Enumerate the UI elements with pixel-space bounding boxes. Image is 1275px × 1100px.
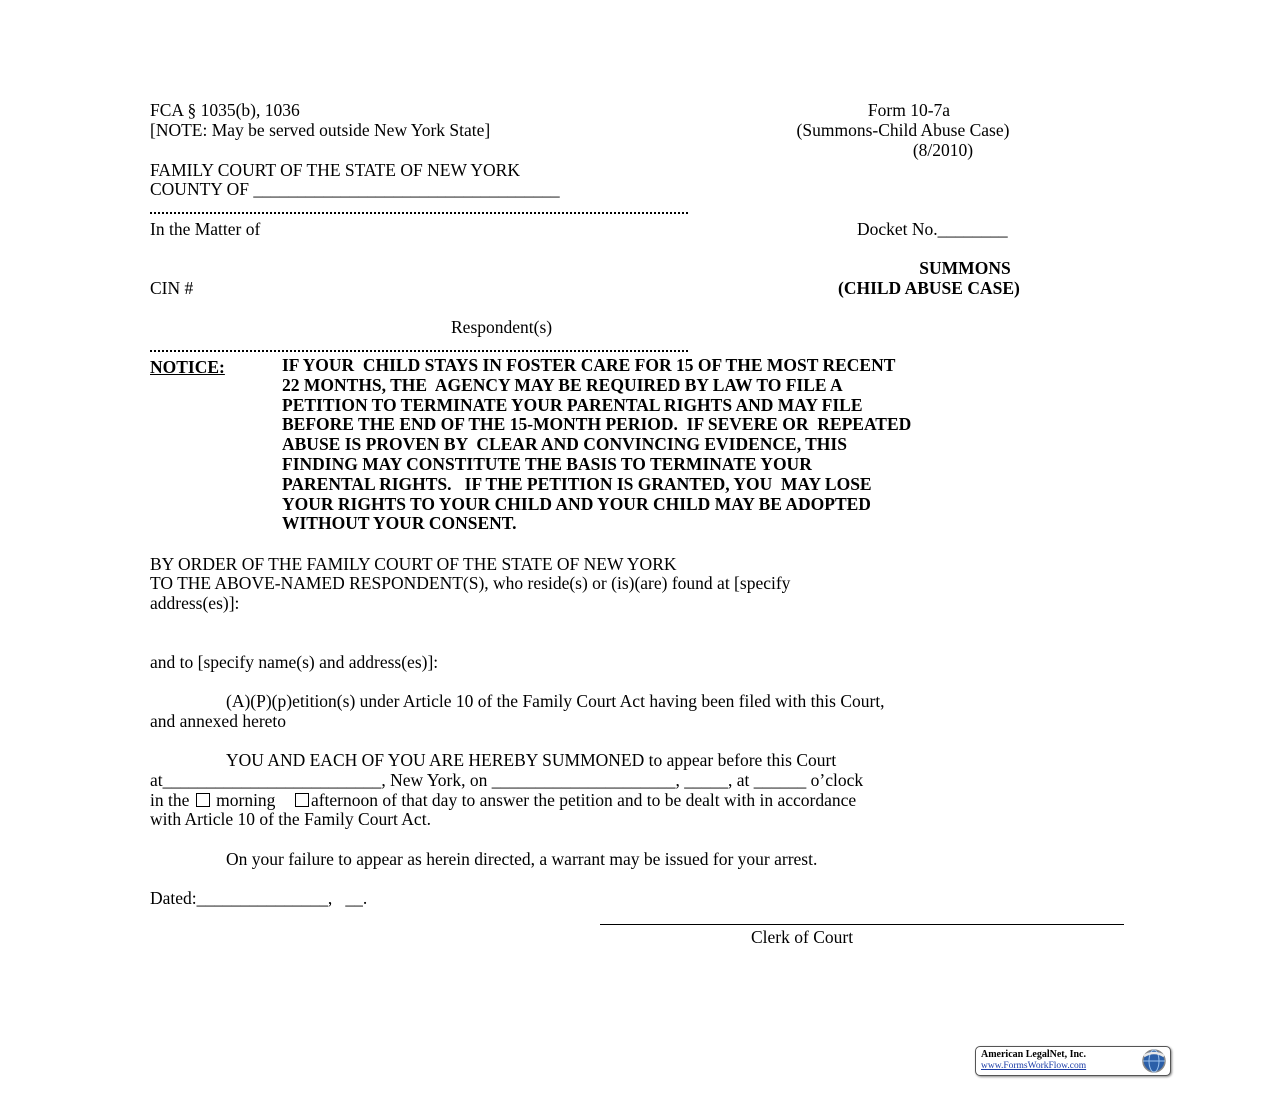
morning-checkbox[interactable] xyxy=(196,793,210,807)
order-line: TO THE ABOVE-NAMED RESPONDENT(S), who reside(s) or (is)(are) found at [specify xyxy=(150,573,791,593)
summons-line: with Article 10 of the Family Court Act. xyxy=(150,809,431,829)
summons-line: YOU AND EACH OF YOU ARE HEREBY SUMMONED to appear before this Court xyxy=(226,750,837,770)
time-of-day-line xyxy=(150,790,856,810)
docket-number-field[interactable]: Docket No.________ xyxy=(857,219,1008,239)
notice-line: PETITION TO TERMINATE YOUR PARENTAL RIGHTS AND MAY FILE xyxy=(282,394,863,415)
service-note: [NOTE: May be served outside New York State] xyxy=(150,120,491,140)
form-number: Form 10-7a xyxy=(867,100,951,120)
notice-line: 22 MONTHS, THE AGENCY MAY BE REQUIRED BY LAW TO FILE A xyxy=(282,374,843,395)
statute-reference: FCA § 1035(b), 1036 xyxy=(150,100,300,120)
caption-divider-bottom xyxy=(150,350,688,352)
matter-label: In the Matter of xyxy=(150,219,261,239)
publisher-badge[interactable] xyxy=(975,1046,1171,1076)
court-name: FAMILY COURT OF THE STATE OF NEW YORK xyxy=(150,160,520,180)
county-field[interactable]: COUNTY OF ___________________________________ xyxy=(150,179,560,199)
time-of-day-prefix: in the xyxy=(150,790,194,810)
and-to-line: and to [specify name(s) and address(es)]: xyxy=(150,652,439,672)
dated-field[interactable]: Dated:_______________, __. xyxy=(150,888,368,908)
notice-label: NOTICE: xyxy=(150,357,225,377)
clerk-label: Clerk of Court xyxy=(751,927,854,947)
caption-divider-top xyxy=(150,212,688,214)
notice-line: PARENTAL RIGHTS. IF THE PETITION IS GRANTED, YOU MAY LOSE xyxy=(282,473,872,494)
clerk-signature-line[interactable] xyxy=(600,924,1124,925)
form-description: (Summons-Child Abuse Case) xyxy=(796,120,1010,140)
cin-label: CIN # xyxy=(150,278,194,298)
document-title: SUMMONS xyxy=(919,258,1011,278)
appearance-details-field[interactable]: at_________________________, New York, on _____________________, _____, at ______ o’clock xyxy=(150,770,864,790)
notice-line: ABUSE IS PROVEN BY CLEAR AND CONVINCING EVIDENCE, THIS xyxy=(282,434,847,455)
failure-warning: On your failure to appear as herein directed, a warrant may be issued for your arrest. xyxy=(226,849,818,869)
document-subtitle: (CHILD ABUSE CASE) xyxy=(838,278,1020,298)
order-line: BY ORDER OF THE FAMILY COURT OF THE STATE OF NEW YORK xyxy=(150,554,677,574)
afternoon-checkbox[interactable] xyxy=(295,793,309,807)
petition-line: (A)(P)(p)etition(s) under Article 10 of the Family Court Act having been filed with this Court, xyxy=(226,691,885,711)
notice-line: BEFORE THE END OF THE 15-MONTH PERIOD. IF SEVERE OR REPEATED xyxy=(282,414,912,435)
publisher-name: American LegalNet, Inc. xyxy=(981,1049,1086,1060)
globe-logo-icon xyxy=(1141,1048,1167,1074)
form-date: (8/2010) xyxy=(912,140,974,160)
morning-label: morning xyxy=(216,790,276,810)
respondent-label: Respondent(s) xyxy=(451,317,553,337)
notice-line: IF YOUR CHILD STAYS IN FOSTER CARE FOR 15 OF THE MOST RECENT xyxy=(282,355,896,375)
notice-line: YOUR RIGHTS TO YOUR CHILD AND YOUR CHILD MAY BE ADOPTED xyxy=(282,493,871,514)
publisher-url[interactable]: www.FormsWorkFlow.com xyxy=(981,1061,1087,1071)
notice-line: WITHOUT YOUR CONSENT. xyxy=(282,513,517,534)
afternoon-label: afternoon of that day to answer the petition and to be dealt with in accordance xyxy=(310,790,857,810)
petition-line: and annexed hereto xyxy=(150,711,287,731)
order-line: address(es)]: xyxy=(150,593,240,613)
notice-line: FINDING MAY CONSTITUTE THE BASIS TO TERMINATE YOUR xyxy=(282,453,812,474)
notice-text xyxy=(282,356,1192,534)
